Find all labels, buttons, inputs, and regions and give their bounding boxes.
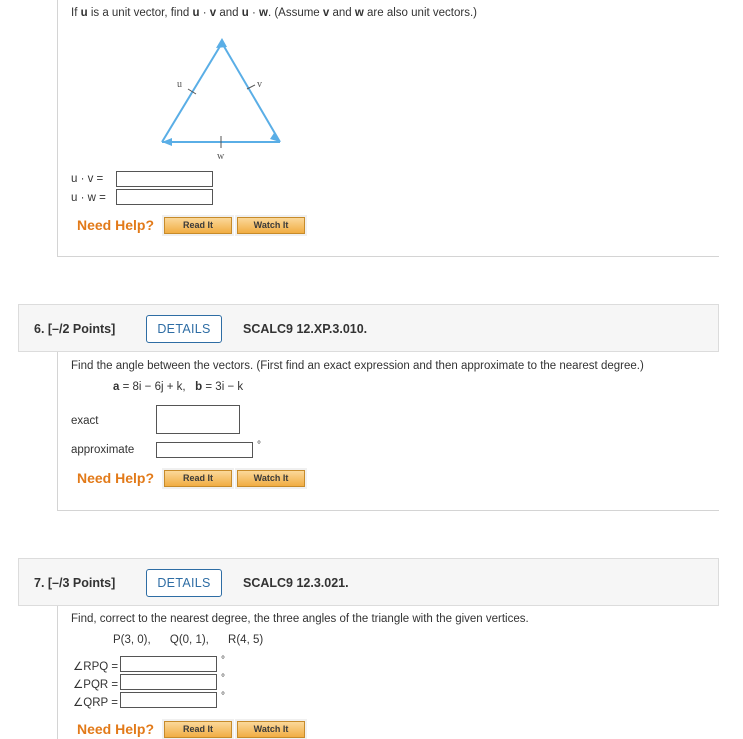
q6-approximate-input[interactable] [156,442,253,458]
q5-answer-label-uv: u · v = [71,173,104,185]
q7-details-button[interactable]: DETAILS [146,569,222,597]
q7-vertices [113,634,263,646]
diagram-label-u: u [177,79,182,90]
vector-u-arrowhead [216,38,227,48]
vertex-r: R(4, 5) [228,634,264,646]
diagram-label-w: w [217,151,225,162]
q6-approximate-label: approximate [71,444,135,456]
q7-question-code: SCALC9 12.3.021. [243,576,349,590]
q5-answer-label-uw: u · w = [71,192,106,204]
diagram-label-v: v [257,79,262,90]
q6-vectors: a = 8i − 6j + k, b = 3i − k [113,381,244,393]
q5-prompt: If u is a unit vector, find u · v and u · w. (Assume v and w are also unit vectors.) [71,7,477,19]
q7-angle-label-pqr: ∠PQR = [73,679,119,691]
q7-pqr-degree: ° [221,673,225,684]
q5-left-border [57,0,58,256]
q5-watch-it-button[interactable]: Watch It [237,217,305,234]
vertex-p: P(3, 0), [113,634,151,646]
q6-prompt: Find the angle between the vectors. (First find an exact expression and then approximate to the nearest degree.) [71,360,644,372]
q7-header [18,558,719,606]
triangle-vector-diagram [150,35,295,165]
q6-read-it-button[interactable]: Read It [164,470,232,487]
q7-qrp-degree: ° [221,691,225,702]
q7-qrp-input[interactable] [120,692,217,708]
q6-bottom-border [57,510,719,511]
q6-exact-input[interactable] [156,405,240,434]
q7-prompt: Find, correct to the nearest degree, the three angles of the triangle with the given vertices. [71,613,529,625]
q5-bottom-border [57,256,719,257]
q7-rpq-degree: ° [221,655,225,666]
q7-pqr-input[interactable] [120,674,217,690]
q6-watch-it-button[interactable]: Watch It [237,470,305,487]
q6-question-code: SCALC9 12.XP.3.010. [243,322,368,336]
q7-watch-it-button[interactable]: Watch It [237,721,305,738]
q6-exact-label: exact [71,415,99,427]
q7-need-help-label: Need Help? [77,721,155,737]
q7-number-points: 7. [–/3 Points] [34,576,116,590]
q7-angle-label-qrp: ∠QRP = [73,697,118,709]
q7-left-border [57,606,58,739]
q6-need-help-label: Need Help? [77,470,155,486]
q5-read-it-button[interactable]: Read It [164,217,232,234]
q7-read-it-button[interactable]: Read It [164,721,232,738]
q6-degree-symbol: ° [257,440,261,451]
q7-angle-label-rpq: ∠RPQ = [73,661,119,673]
vector-v-line [222,43,280,142]
q5-uv-input[interactable] [116,171,213,187]
q6-header [18,304,719,352]
q6-number-points: 6. [–/2 Points] [34,322,116,336]
q6-details-button[interactable]: DETAILS [146,315,222,343]
q5-need-help-label: Need Help? [77,217,155,233]
vector-u-line [162,43,222,142]
q7-rpq-input[interactable] [120,656,217,672]
q6-left-border [57,352,58,510]
q5-uw-input[interactable] [116,189,213,205]
vertex-q: Q(0, 1), [169,634,209,646]
